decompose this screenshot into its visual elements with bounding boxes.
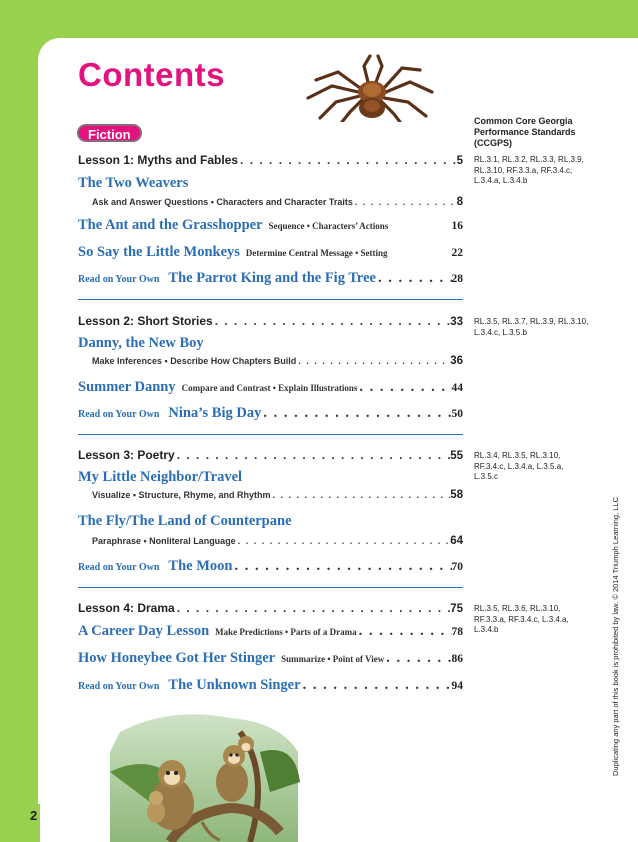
toc-entry-how-honeybee-got-her-stinger[interactable] <box>78 650 463 667</box>
toc-entry-ninas-big-day[interactable] <box>78 405 463 422</box>
toc-entry-a-career-day-lesson[interactable] <box>78 623 463 640</box>
toc-entry-the-unknown-singer[interactable] <box>78 677 463 694</box>
section-divider <box>78 434 463 435</box>
tarantula-illustration <box>298 52 443 122</box>
story-title: How Honeybee Got Her Stinger <box>78 650 276 666</box>
skills-text: Sequence • Characters’ Actions <box>268 221 389 231</box>
leader-dots <box>261 405 451 422</box>
story-title: The Unknown Singer <box>168 677 301 693</box>
skills-text: Compare and Contrast • Explain Illustrations <box>181 383 358 393</box>
toc-entry-summer-danny[interactable] <box>78 379 463 396</box>
skills-text: Make Predictions • Parts of a Drama <box>215 627 357 637</box>
page-ref: 94 <box>451 680 463 692</box>
lesson-3-standards: RL.3.4, RL.3.5, RL.3.10, RF.3.4.c, L.3.4.a, L.3.5.a, L.3.5.c <box>474 451 564 481</box>
page-ref: 33 <box>450 316 463 328</box>
lesson-title: Lesson 2: Short Stories <box>78 314 213 328</box>
lesson-title: Lesson 1: Myths and Fables <box>78 153 239 167</box>
toc-entry-the-fly[interactable] <box>78 513 463 530</box>
page-ref: 58 <box>450 489 463 501</box>
story-title: Nina’s Big Day <box>168 405 262 421</box>
leader-dots <box>271 490 451 500</box>
leader-dots <box>213 314 451 328</box>
leader-dots <box>357 623 452 640</box>
leader-dots <box>238 153 457 167</box>
page-ref: 64 <box>450 535 463 547</box>
page-ref: 55 <box>450 450 463 462</box>
page-ref: 50 <box>451 408 463 420</box>
story-title: So Say the Little Monkeys <box>78 244 240 260</box>
story-title: Summer Danny <box>78 379 176 395</box>
page-ref: 16 <box>451 220 463 232</box>
skills-text: Visualize • Structure, Rhyme, and Rhythm <box>92 490 271 500</box>
toc-entry-skills <box>92 489 463 501</box>
page-ref: 75 <box>450 603 463 615</box>
page-ref: 36 <box>450 355 463 367</box>
skills-text: Make Inferences • Describe How Chapters Build <box>92 356 297 366</box>
page-ref: 8 <box>456 196 463 208</box>
leader-dots <box>353 197 457 207</box>
toc-entry-my-little-neighbor[interactable] <box>78 469 463 486</box>
toc-entry-the-parrot-king[interactable] <box>78 270 463 287</box>
page-ref: 70 <box>451 561 463 573</box>
toc-entry-danny-the-new-boy[interactable] <box>78 335 463 352</box>
leader-dots <box>301 677 452 694</box>
lesson-3-heading[interactable] <box>78 448 463 462</box>
skills-text: Paraphrase • Nonliteral Language <box>92 536 236 546</box>
lesson-title: Lesson 3: Poetry <box>78 448 175 462</box>
lesson-2-standards: RL.3.5, RL.3.7, RL.3.9, RL.3.10, L.3.4.c, L.3.5.b <box>474 317 589 337</box>
lesson-1-standards: RL.3.1, RL.3.2, RL.3.3, RL.3.9, RL.3.10, RF.3.3.a, RF.3.4.c, L.3.4.a, L.3.4.b <box>474 155 584 185</box>
story-title: Danny, the New Boy <box>78 335 204 351</box>
leader-dots <box>384 650 451 667</box>
story-title: The Fly/The Land of Counterpane <box>78 513 292 529</box>
story-title: The Parrot King and the Fig Tree <box>168 270 376 286</box>
toc-entry-skills <box>92 355 463 367</box>
lesson-1-heading[interactable] <box>78 153 463 167</box>
leader-dots <box>175 601 451 615</box>
read-on-your-own-label: Read on Your Own <box>78 409 160 420</box>
skills-text: Determine Central Message • Setting <box>245 248 388 258</box>
page-ref: 78 <box>451 626 463 638</box>
page-ref: 5 <box>456 155 463 167</box>
page-title: Contents <box>78 56 225 93</box>
story-title: My Little Neighbor/Travel <box>78 469 243 485</box>
lesson-4-heading[interactable] <box>78 601 463 615</box>
lesson-2-heading[interactable] <box>78 314 463 328</box>
leader-dots <box>232 558 451 575</box>
lesson-4-standards: RL.3.5, RL.3.6, RL.3.10, RF.3.3.a, RF.3.4.c, L.3.4.a, L.3.4.b <box>474 604 569 634</box>
story-title: The Two Weavers <box>78 175 189 191</box>
read-on-your-own-label: Read on Your Own <box>78 562 160 573</box>
footer <box>0 804 638 842</box>
story-title: The Ant and the Grasshopper <box>78 217 263 233</box>
standards-header: Common Core Georgia Performance Standards (CCGPS) <box>474 116 576 148</box>
skills-text: Summarize • Point of View <box>281 654 385 664</box>
leader-dots <box>296 356 450 366</box>
page-ref: 44 <box>451 382 463 394</box>
copyright-notice: Duplicating any part of this book is prohibited by law. © 2014 Triumph Learning, LLC <box>611 496 620 776</box>
fiction-badge: Fiction <box>77 124 142 142</box>
toc-entry-skills <box>92 535 463 547</box>
skills-text: Ask and Answer Questions • Characters and Character Traits <box>92 197 353 207</box>
leader-dots <box>236 536 451 546</box>
read-on-your-own-label: Read on Your Own <box>78 681 160 692</box>
section-divider <box>78 587 463 588</box>
leader-dots <box>175 448 451 462</box>
toc-entry-the-moon[interactable] <box>78 558 463 575</box>
story-title: The Moon <box>168 558 233 574</box>
story-title: A Career Day Lesson <box>78 623 210 639</box>
section-divider <box>78 299 463 300</box>
page-number: 2 <box>30 808 38 823</box>
page-ref: 28 <box>451 273 463 285</box>
leader-dots <box>357 379 451 396</box>
toc-entry-the-two-weavers[interactable] <box>78 175 463 192</box>
page-ref: 22 <box>451 247 463 259</box>
toc-entry-so-say-the-little-monkeys[interactable] <box>78 244 463 261</box>
toc-entry-skills <box>92 196 463 208</box>
leader-dots <box>376 270 452 287</box>
page-ref: 86 <box>451 653 463 665</box>
toc-entry-the-ant-and-the-grasshopper[interactable] <box>78 217 463 234</box>
lesson-title: Lesson 4: Drama <box>78 601 175 615</box>
read-on-your-own-label: Read on Your Own <box>78 274 160 285</box>
